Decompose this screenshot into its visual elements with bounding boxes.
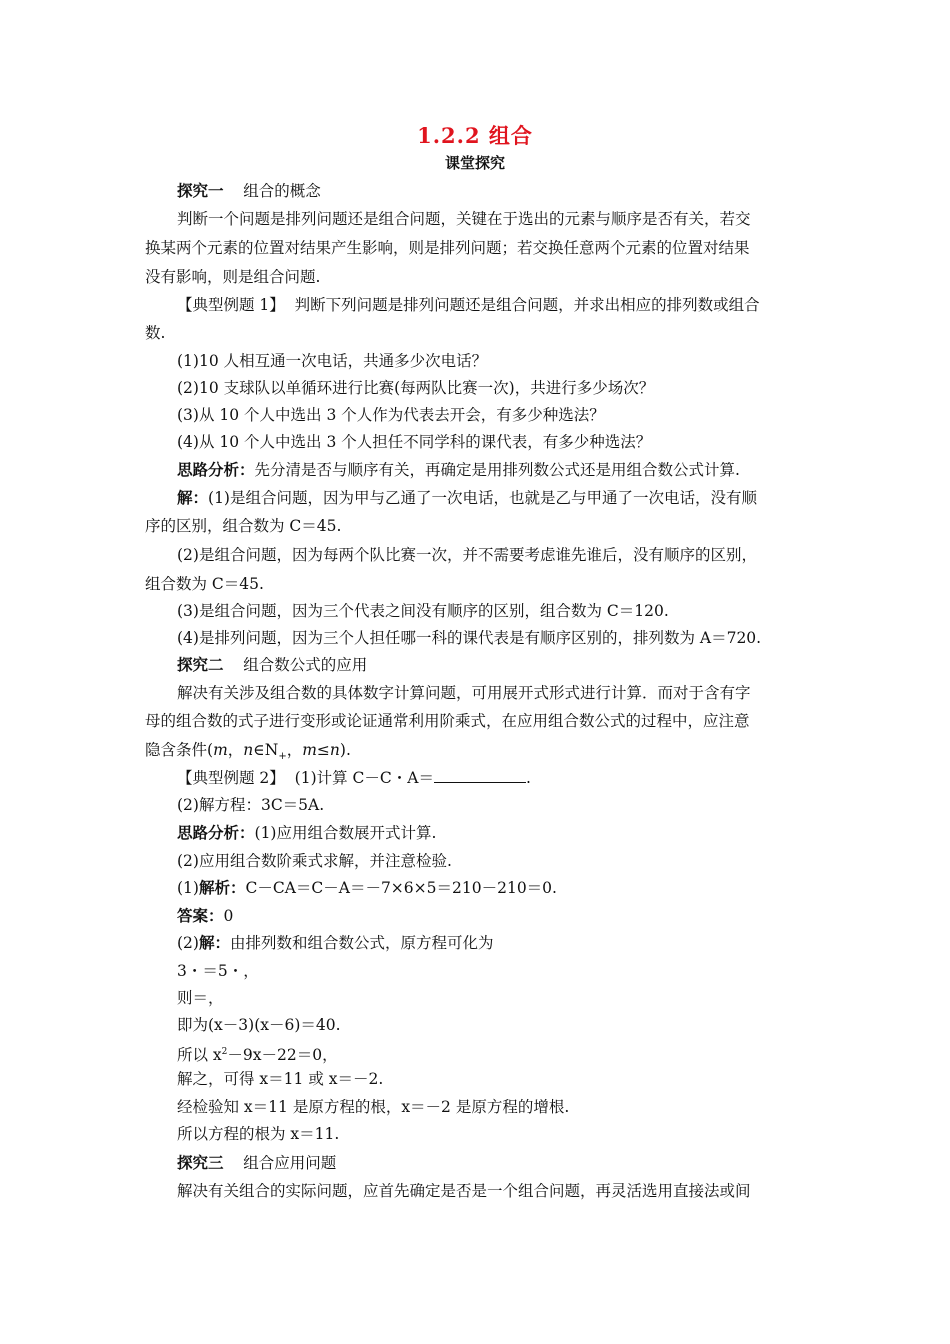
analysis-label: 解析： <box>198 878 246 897</box>
solution-text: (1)是组合问题，因为甲与乙通了一次电话，也就是乙与甲通了一次电话，没有顺 <box>208 489 757 507</box>
section1-paragraph-line: 没有影响，则是组合问题. <box>145 268 321 286</box>
section2-heading-text: 组合数公式的应用 <box>243 656 368 674</box>
section1-heading-label: 探究一 <box>177 181 224 200</box>
solution-step: 经检验知 x＝11 是原方程的根，x＝－2 是原方程的增根. <box>177 1098 570 1116</box>
example1-question: (2)10 支球队以单循环进行比赛(每两队比赛一次)，共进行多少场次？ <box>177 379 655 397</box>
section3-heading <box>177 1152 336 1174</box>
section1-paragraph-line: 判断一个问题是排列问题还是组合问题，关键在于选出的元素与顺序是否有关，若交 <box>177 210 751 228</box>
solution-label: 解： <box>198 933 230 952</box>
text-run: ， <box>286 741 303 759</box>
answer-value: 0 <box>223 907 234 925</box>
example1-analysis <box>177 459 740 481</box>
example1-solution-line: 组合数为 C＝45. <box>145 575 264 593</box>
subscript-plus: + <box>278 751 287 763</box>
text-run: C－CA＝C－A＝－7×6×5＝210－210＝0. <box>245 879 557 897</box>
variable-n: n <box>329 741 340 759</box>
answer-blank <box>434 768 526 783</box>
section1-heading <box>177 180 321 202</box>
text-run: 隐含条件( <box>145 741 214 759</box>
superscript: 2 <box>221 1047 228 1057</box>
solution-step: 则＝， <box>177 989 224 1007</box>
text-run: (1) <box>177 879 199 897</box>
example2-question2: (2)解方程：3C＝5A. <box>177 796 325 814</box>
section2-heading <box>177 654 367 676</box>
example2-question1 <box>177 767 531 789</box>
example2-analysis <box>177 822 436 844</box>
section2-paragraph-line <box>145 739 351 768</box>
page-subtitle: 课堂探究 <box>444 154 505 172</box>
example1-solution-line: 序的区别，组合数为 C＝45. <box>145 517 342 535</box>
solution-step: 3・＝5・， <box>177 962 259 980</box>
example1-question: (3)从 10 个人中选出 3 个人作为代表去开会，有多少种选法？ <box>177 406 605 424</box>
example1-solution-line: (3)是组合问题，因为三个代表之间没有顺序的区别，组合数为 C＝120. <box>177 602 669 620</box>
solution-step: 解之，可得 x＝11 或 x＝－2. <box>177 1070 384 1088</box>
example1-stem-line: 数. <box>145 324 166 342</box>
example2-answer <box>177 905 233 927</box>
analysis-text: 先分清是否与顺序有关，再确定是用排列数公式还是用组合数公式计算. <box>254 461 740 479</box>
example1-tag: 【典型例题 1】 <box>177 296 285 314</box>
text-run: . <box>525 769 531 787</box>
example2-answer2 <box>177 932 494 954</box>
section1-heading-text: 组合的概念 <box>243 182 321 200</box>
variable-n: n <box>243 741 254 759</box>
page-title: 1.2.2 组合 <box>417 123 533 148</box>
solution-step <box>177 1041 338 1066</box>
example2-tag: 【典型例题 2】 <box>177 769 285 787</box>
example2-q1-text: (1)计算 C－C・A＝ <box>294 769 434 787</box>
text-run: ≤ <box>316 741 330 759</box>
analysis-label: 思路分析： <box>177 460 255 479</box>
section1-paragraph-line: 换某两个元素的位置对结果产生影响，则是排列问题；若交换任意两个元素的位置对结果 <box>145 239 750 257</box>
solution-label: 解： <box>177 488 209 507</box>
text-run: ， <box>227 741 244 759</box>
text-run: 所以 x <box>177 1046 222 1065</box>
text-run: (2) <box>177 934 199 952</box>
example1-solution <box>177 487 757 509</box>
example1-question: (4)从 10 个人中选出 3 个人担任不同学科的课代表，有多少种选法？ <box>177 433 652 451</box>
example1-solution-line: (2)是组合问题，因为每两个队比赛一次，并不需要考虑谁先谁后，没有顺序的区别， <box>177 546 757 564</box>
section3-heading-text: 组合应用问题 <box>243 1154 337 1172</box>
variable-m: m <box>213 741 228 759</box>
example2-answer1 <box>177 877 557 899</box>
text-run: －9x－22＝0， <box>227 1046 338 1065</box>
section3-paragraph-line: 解决有关组合的实际问题，应首先确定是否是一个组合问题，再灵活选用直接法或间 <box>177 1182 751 1200</box>
text-run: 由排列数和组合数公式，原方程可化为 <box>229 934 494 952</box>
solution-step: 即为(x－3)(x－6)＝40. <box>177 1016 341 1034</box>
example2-analysis-line: (2)应用组合数阶乘式求解，并注意检验. <box>177 852 452 870</box>
analysis-label: 思路分析： <box>177 823 255 842</box>
variable-m: m <box>302 741 317 759</box>
example1-stem <box>177 294 760 316</box>
solution-step: 所以方程的根为 x＝11. <box>177 1125 340 1143</box>
example1-question: (1)10 人相互通一次电话，共通多少次电话？ <box>177 352 488 370</box>
example1-stem-text: 判断下列问题是排列问题还是组合问题，并求出相应的排列数或组合 <box>294 296 760 314</box>
answer-label: 答案： <box>177 906 224 925</box>
section3-heading-label: 探究三 <box>177 1153 224 1172</box>
example1-solution-line: (4)是排列问题，因为三个人担任哪一科的课代表是有顺序区别的，排列数为 A＝720. <box>177 629 762 647</box>
section2-paragraph-line: 解决有关涉及组合数的具体数字计算问题，可用展开式形式进行计算．而对于含有字 <box>177 684 751 702</box>
section2-paragraph-line: 母的组合数的式子进行变形或论证通常利用阶乘式，在应用组合数公式的过程中，应注意 <box>145 712 750 730</box>
text-run: ∈N <box>253 741 279 759</box>
section2-heading-label: 探究二 <box>177 655 224 674</box>
analysis-text: (1)应用组合数展开式计算. <box>254 824 437 842</box>
text-run: ). <box>339 741 351 759</box>
